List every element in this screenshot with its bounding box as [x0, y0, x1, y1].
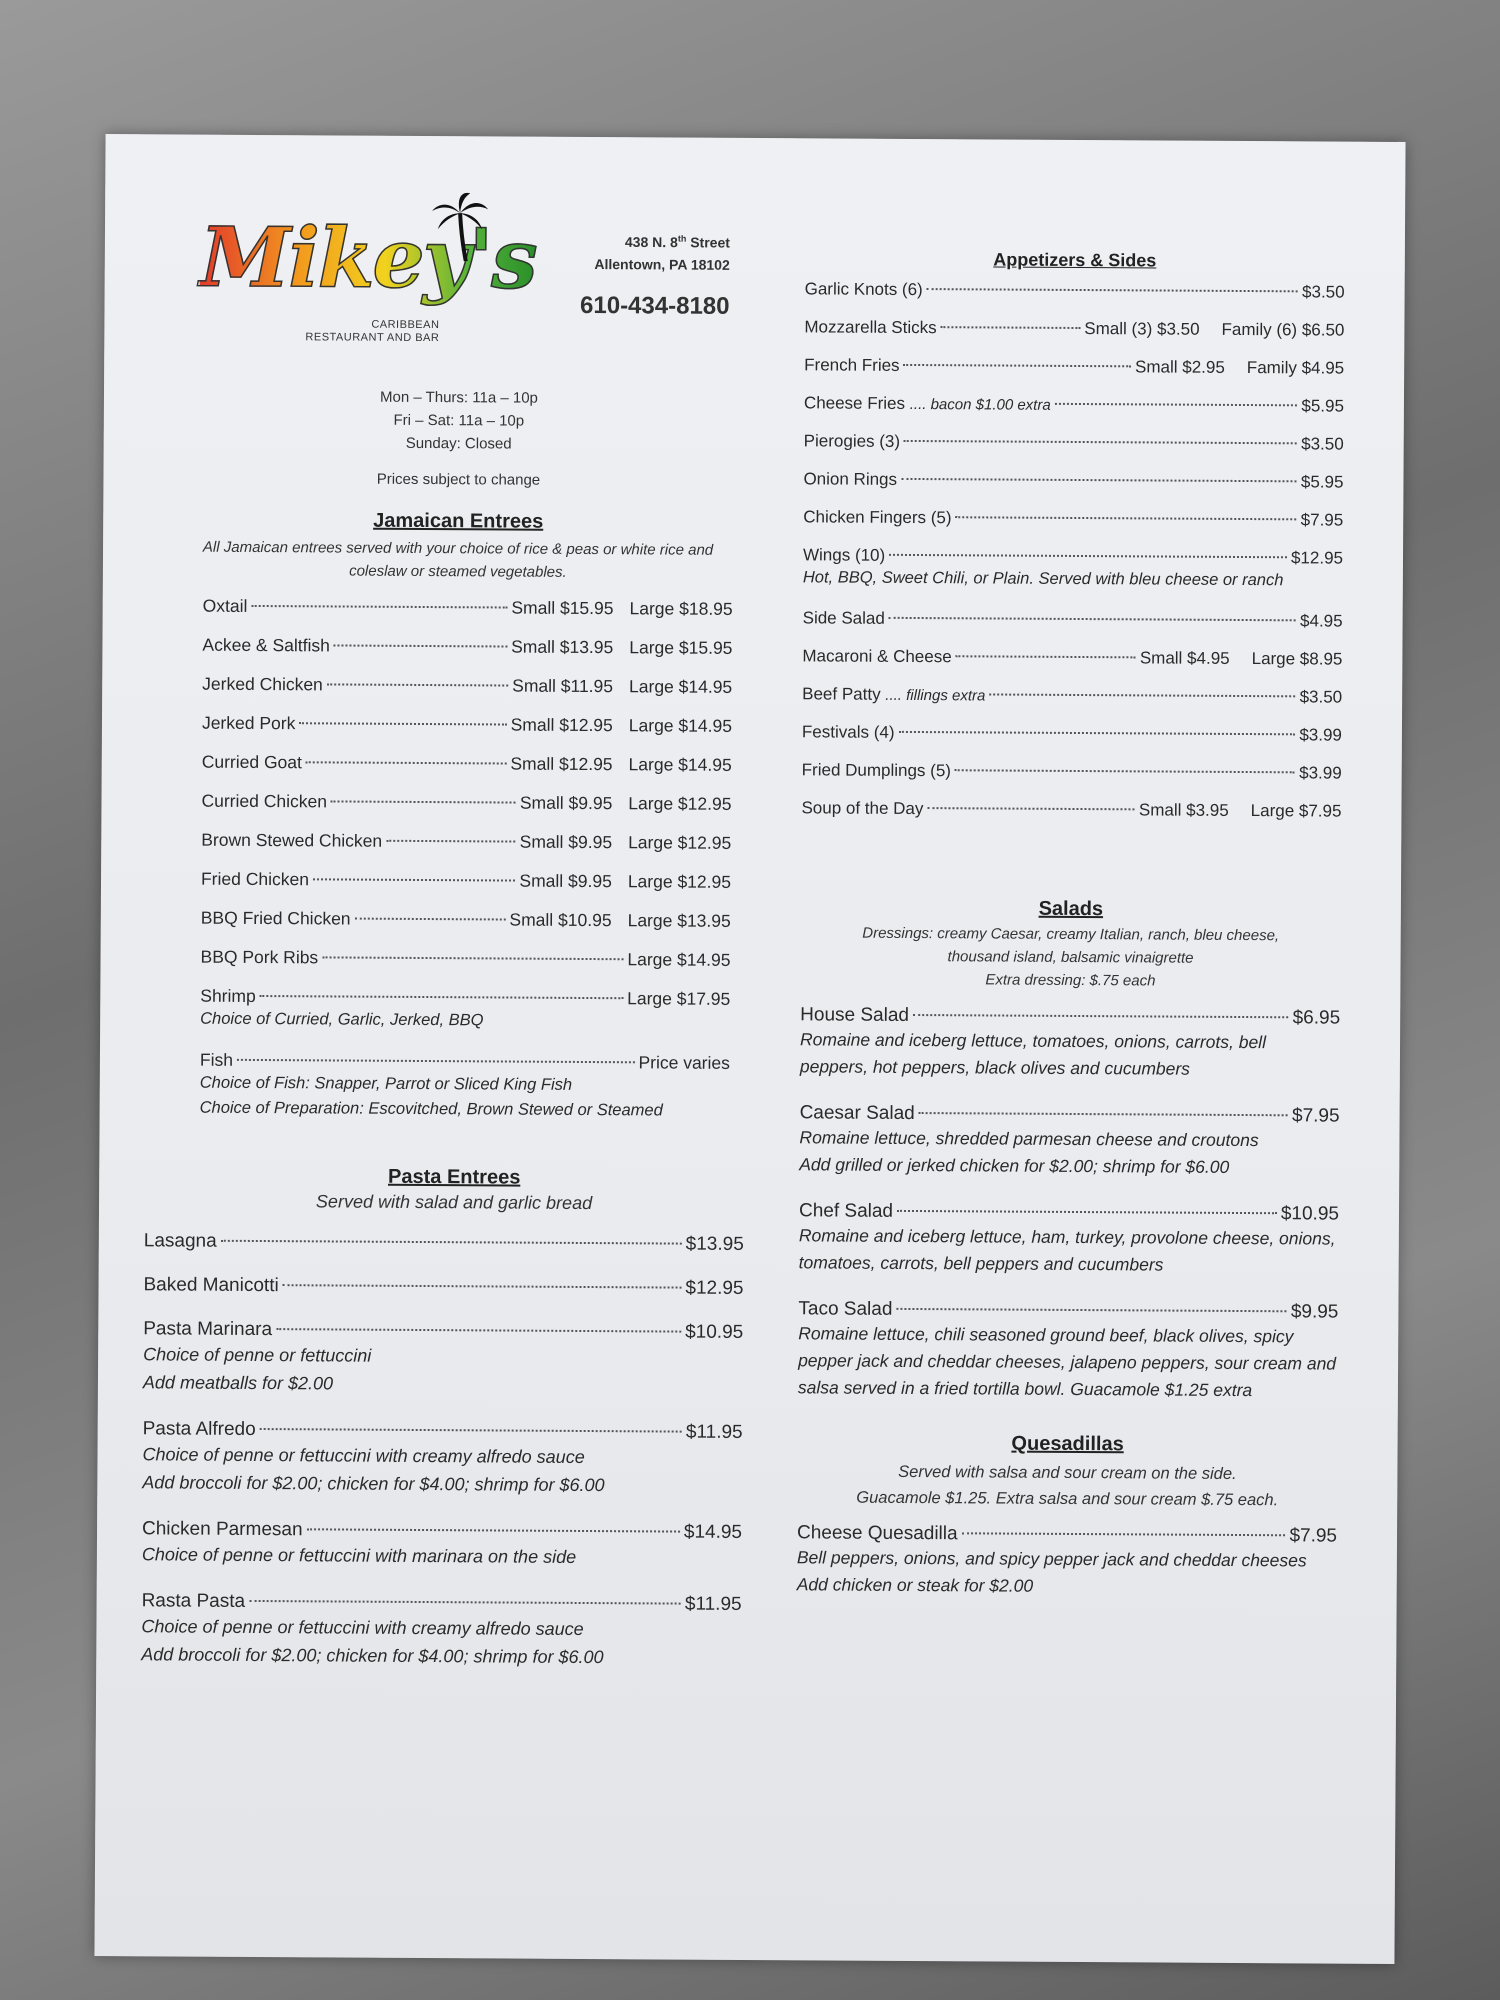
item-name-text: French Fries — [804, 355, 900, 375]
menu-item-row — [202, 752, 732, 776]
item-name-text: Garlic Knots (6) — [804, 279, 923, 300]
item-name-text: Wings (10) — [802, 545, 886, 565]
large-price: Large $18.95 — [629, 598, 733, 619]
dot-leader — [927, 288, 1298, 292]
item-name — [798, 1298, 892, 1321]
menu-item — [802, 722, 1342, 745]
small-price: Small $9.95 — [519, 792, 613, 814]
item-name — [201, 830, 382, 852]
item-description: Choice of penne or fettuccini with creamy alfredo sauce — [142, 1444, 585, 1467]
dot-leader — [889, 554, 1287, 558]
item-name-text: BBQ Pork Ribs — [200, 946, 319, 968]
section-title: Salads — [1038, 897, 1104, 921]
item-name-text: Baked Manicotti — [143, 1274, 279, 1297]
item-description: pepper jack and cheddar cheeses, jalapeno peppers, sour cream and — [798, 1350, 1337, 1374]
dot-leader — [355, 918, 506, 921]
section-note-line: Guacamole $1.25. Extra salsa and sour cream $.75 each. — [856, 1488, 1279, 1510]
item-name-text: Pierogies (3) — [803, 431, 901, 451]
item-description: Choice of penne or fettuccini — [143, 1344, 372, 1366]
section-note — [800, 921, 1340, 993]
menu-item — [202, 674, 732, 698]
large-price: Family (6) $6.50 — [1221, 319, 1345, 340]
item-name — [200, 1050, 233, 1071]
menu-item-row — [800, 1004, 1340, 1029]
jamaican-entrees-section — [145, 508, 769, 1124]
menu-item — [803, 507, 1343, 530]
dot-leader — [1055, 403, 1298, 406]
menu-item — [804, 355, 1344, 378]
dot-leader — [307, 1528, 680, 1532]
item-name — [202, 674, 323, 696]
item-name-text: Cheese Fries — [803, 393, 906, 413]
item-description: Add broccoli for $2.00; chicken for $4.00; shrimp for $6.00 — [142, 1472, 605, 1496]
dot-leader — [260, 995, 623, 999]
dot-leader — [919, 1112, 1288, 1116]
item-description: Choice of Fish: Snapper, Parrot or Sliced King Fish — [199, 1073, 573, 1094]
menu-item-row — [201, 869, 731, 893]
section-note-line: Served with salsa and sour cream on the side. — [898, 1462, 1237, 1483]
item-description: peppers, hot peppers, black olives and cucumbers — [799, 1056, 1191, 1079]
dot-leader — [962, 1532, 1286, 1536]
dot-leader — [897, 1210, 1277, 1214]
item-name — [202, 713, 296, 735]
small-price: Small $9.95 — [519, 870, 612, 892]
large-price: Large $8.95 — [1251, 649, 1343, 669]
hours-line: Fri – Sat: 11a – 10p — [393, 411, 525, 430]
menu-item-row — [201, 830, 731, 854]
palm-tree-icon — [430, 191, 490, 261]
menu-item — [804, 393, 1344, 416]
large-price: Large $14.95 — [628, 754, 732, 775]
item-description: Add chicken or steak for $2.00 — [796, 1574, 1034, 1596]
menu-item-row — [201, 908, 731, 932]
menu-item-row — [799, 1200, 1339, 1225]
menu-item — [201, 830, 731, 854]
item-description: Choice of penne or fettuccini with creamy alfredo sauce — [141, 1616, 584, 1639]
item-price: $11.95 — [685, 1421, 743, 1443]
pasta-entrees-section — [141, 1164, 764, 1672]
item-name — [201, 908, 351, 930]
small-price: Small $2.95 — [1135, 357, 1225, 377]
address — [540, 227, 730, 276]
dot-leader — [927, 807, 1135, 810]
item-name — [797, 1522, 958, 1545]
item-price: $12.95 — [685, 1277, 744, 1299]
item-description: Romaine lettuce, chili seasoned ground beef, black olives, spicy — [798, 1323, 1294, 1347]
appetizers-section — [801, 248, 1344, 821]
item-name-text: Fish — [199, 1049, 234, 1070]
menu-item-row — [202, 635, 732, 659]
item-price: $4.95 — [1300, 611, 1343, 631]
large-price: Family $4.95 — [1246, 358, 1345, 378]
item-price: $7.95 — [1300, 510, 1344, 530]
item-name-text: Macaroni & Cheese — [802, 646, 952, 667]
dot-leader — [322, 956, 623, 960]
menu-header — [149, 194, 770, 388]
menu-item — [200, 1050, 730, 1124]
item-name-text: Ackee & Saltfish — [202, 634, 330, 656]
logo-subtitle — [239, 318, 439, 345]
menu-item — [801, 798, 1341, 821]
address-line1: 438 N. 8th Street — [624, 233, 730, 251]
menu-item-row — [202, 713, 732, 737]
prices-note: Prices subject to change — [376, 470, 541, 489]
item-name — [804, 393, 1051, 415]
item-name-text: Oxtail — [202, 595, 248, 616]
item-price: $6.95 — [1292, 1007, 1341, 1029]
small-price: Small (3) $3.50 — [1084, 319, 1200, 339]
section-note-line: thousand island, balsamic vinaigrette — [947, 948, 1194, 967]
small-price: Small $9.95 — [519, 831, 613, 853]
item-name-text: Pasta Marinara — [143, 1318, 273, 1341]
small-price: Small $10.95 — [509, 909, 612, 931]
item-name — [803, 545, 885, 566]
menu-item — [200, 986, 730, 1035]
item-description: Romaine lettuce, shredded parmesan cheese and croutons — [799, 1127, 1259, 1151]
right-column — [797, 248, 1345, 1623]
section-note — [797, 1458, 1337, 1513]
dot-leader — [941, 326, 1081, 329]
item-price: $3.99 — [1299, 725, 1342, 745]
menu-item-row — [805, 279, 1345, 302]
menu-item — [800, 1004, 1340, 1083]
hours-line: Mon – Thurs: 11a – 10p — [379, 388, 538, 407]
item-name — [201, 791, 327, 813]
item-price: $13.95 — [685, 1233, 744, 1255]
menu-item-row — [804, 393, 1344, 416]
dot-leader — [306, 761, 507, 764]
section-title: Pasta Entrees — [387, 1165, 521, 1189]
menu-item — [201, 869, 731, 893]
item-name-text: House Salad — [800, 1004, 910, 1026]
item-price: $3.50 — [1301, 434, 1344, 454]
large-price: Large $7.95 — [1250, 801, 1342, 821]
menu-item-row — [804, 317, 1344, 340]
item-name-text: Fried Chicken — [200, 868, 310, 890]
menu-item — [804, 431, 1344, 454]
item-name-text: Chicken Parmesan — [141, 1518, 303, 1541]
dot-leader — [904, 364, 1131, 367]
item-name-text: Jerked Pork — [201, 712, 296, 734]
item-price: $3.99 — [1299, 763, 1342, 783]
item-name-text: Onion Rings — [803, 469, 898, 489]
item-name — [802, 684, 985, 705]
menu-item — [803, 545, 1343, 593]
item-extra-note: .... bacon $1.00 extra — [909, 395, 1051, 414]
menu-item-row — [802, 684, 1342, 707]
item-name — [800, 1004, 909, 1027]
item-price: Large $14.95 — [627, 949, 731, 970]
menu-item — [798, 1298, 1339, 1404]
item-name — [202, 752, 302, 774]
item-name — [200, 986, 256, 1007]
dot-leader — [334, 644, 507, 647]
item-price: $12.95 — [1290, 548, 1344, 568]
small-price: Small $15.95 — [511, 597, 614, 619]
section-title: Quesadillas — [1011, 1432, 1124, 1456]
item-extra-note: .... fillings extra — [885, 686, 986, 705]
menu-item — [144, 1230, 744, 1256]
menu-item — [803, 469, 1343, 492]
item-name-text: BBQ Fried Chicken — [200, 907, 351, 929]
menu-sheet — [94, 134, 1405, 1964]
menu-item — [202, 752, 732, 776]
item-description: salsa served in a fried tortilla bowl. Guacamole $1.25 extra — [797, 1377, 1253, 1401]
menu-item-row — [804, 431, 1344, 454]
item-price: $5.95 — [1300, 472, 1344, 492]
item-name-text: Cheese Quesadilla — [796, 1522, 958, 1545]
small-price: Small $3.95 — [1138, 800, 1229, 820]
item-price: Price varies — [638, 1052, 730, 1073]
large-price: Large $12.95 — [628, 832, 732, 853]
menu-item-row — [802, 722, 1342, 745]
item-description: Romaine and iceberg lettuce, ham, turkey, provolone cheese, onions, — [798, 1225, 1336, 1249]
menu-item — [202, 713, 732, 737]
large-price: Large $13.95 — [627, 910, 731, 931]
item-price: $5.95 — [1301, 396, 1344, 416]
item-price: $10.95 — [1280, 1203, 1340, 1225]
section-note-line: Extra dressing: $.75 each — [985, 971, 1156, 990]
item-name — [202, 635, 330, 657]
salads-section — [798, 896, 1341, 1404]
item-name — [805, 279, 923, 300]
item-name-text: Brown Stewed Chicken — [201, 829, 383, 851]
menu-item — [802, 646, 1342, 669]
item-price: $7.95 — [1289, 1525, 1338, 1547]
dot-leader — [249, 1600, 681, 1605]
menu-item — [142, 1518, 742, 1572]
address-line2: Allentown, PA 18102 — [594, 255, 730, 273]
item-price: $14.95 — [683, 1521, 743, 1543]
small-price: Small $13.95 — [511, 636, 614, 658]
section-note: All Jamaican entrees served with your choice of rice & peas or white rice and coleslaw or steamed vegetables. — [202, 538, 714, 581]
item-name — [144, 1230, 217, 1252]
item-name — [803, 469, 897, 490]
section-note-line: Dressings: creamy Caesar, creamy Italian, ranch, bleu cheese, — [862, 924, 1280, 945]
dot-leader — [276, 1328, 681, 1332]
dot-leader — [251, 605, 507, 609]
large-price: Large $15.95 — [629, 637, 733, 658]
item-name-text: Fried Dumplings (5) — [801, 760, 952, 781]
menu-item-row — [203, 596, 733, 620]
item-name-text: Lasagna — [143, 1230, 217, 1252]
menu-item — [805, 279, 1345, 302]
item-description: Choice of Curried, Garlic, Jerked, BBQ — [200, 1009, 484, 1030]
menu-item-row — [804, 355, 1344, 378]
dot-leader — [956, 516, 1297, 520]
menu-item — [803, 608, 1343, 631]
item-name — [802, 722, 895, 743]
left-column — [141, 194, 770, 1694]
item-price: $3.50 — [1302, 282, 1345, 302]
item-name — [803, 507, 951, 528]
item-name-text: Jerked Chicken — [202, 673, 323, 695]
item-description: Add grilled or jerked chicken for $2.00; shrimp for $6.00 — [799, 1154, 1230, 1177]
menu-item — [799, 1102, 1339, 1181]
menu-item-row — [144, 1230, 744, 1256]
dot-leader — [327, 683, 508, 686]
item-name — [801, 798, 923, 819]
menu-item — [203, 596, 733, 620]
dot-leader — [913, 1014, 1289, 1018]
menu-item-row — [800, 1102, 1340, 1127]
item-name — [803, 608, 885, 629]
dot-leader — [989, 693, 1295, 697]
item-name-text: Festivals (4) — [801, 722, 895, 742]
menu-item — [201, 791, 731, 815]
dot-leader — [956, 655, 1136, 658]
menu-item — [202, 635, 732, 659]
menu-item-row — [802, 760, 1342, 783]
menu-item-row — [801, 798, 1341, 821]
item-price: $9.95 — [1290, 1301, 1339, 1323]
item-description: Choice of penne or fettuccini with marinara on the side — [141, 1544, 577, 1567]
section-note: Served with salad and garlic bread — [315, 1191, 593, 1214]
quesadillas-section — [797, 1431, 1338, 1601]
logo-subtitle-line2: RESTAURANT AND BAR — [305, 331, 440, 345]
dot-leader — [283, 1284, 682, 1288]
dot-leader — [955, 769, 1295, 773]
item-name — [143, 1418, 256, 1441]
dot-leader — [221, 1240, 682, 1245]
item-name — [800, 1102, 915, 1125]
small-price: Small $12.95 — [510, 753, 613, 775]
menu-item-row — [143, 1274, 743, 1300]
item-name — [804, 355, 900, 376]
item-name-text: Beef Patty — [802, 684, 881, 704]
item-description: Add broccoli for $2.00; chicken for $4.00; shrimp for $6.00 — [141, 1644, 604, 1668]
dot-leader — [313, 878, 515, 881]
item-name — [802, 760, 951, 781]
menu-item — [201, 908, 731, 932]
item-name — [804, 317, 936, 338]
item-price: $3.50 — [1299, 687, 1343, 707]
item-name — [142, 1590, 246, 1613]
item-name — [799, 1200, 893, 1223]
section-title: Jamaican Entrees — [373, 509, 544, 533]
menu-item-row — [803, 469, 1343, 492]
business-hours — [249, 385, 669, 457]
item-name — [200, 947, 318, 969]
item-name-text: Caesar Salad — [799, 1102, 915, 1125]
menu-item — [143, 1274, 743, 1300]
dot-leader — [899, 731, 1296, 735]
item-name-text: Side Salad — [802, 608, 885, 628]
item-name — [143, 1318, 272, 1341]
item-name — [802, 646, 951, 667]
item-description: Romaine and iceberg lettuce, tomatoes, onions, carrots, bell — [799, 1029, 1267, 1053]
item-description: Add meatballs for $2.00 — [142, 1372, 334, 1394]
menu-item-row — [803, 507, 1343, 530]
item-price: Large $17.95 — [627, 988, 731, 1009]
menu-item — [802, 684, 1342, 707]
dot-leader — [260, 1428, 682, 1433]
item-name-text: Soup of the Day — [801, 798, 924, 819]
large-price: Large $12.95 — [627, 871, 732, 892]
menu-item-row — [803, 608, 1343, 631]
item-description: Hot, BBQ, Sweet Chili, or Plain. Served with bleu cheese or ranch — [802, 568, 1284, 590]
restaurant-logo — [199, 200, 536, 345]
small-price: Small $12.95 — [510, 714, 613, 736]
item-name-text: Curried Goat — [201, 751, 302, 773]
large-price: Large $14.95 — [628, 676, 733, 697]
small-price: Small $11.95 — [512, 675, 614, 697]
item-description: Choice of Preparation: Escovitched, Brown Stewed or Steamed — [199, 1098, 663, 1120]
menu-item-row — [201, 791, 731, 815]
item-description: Bell peppers, onions, and spicy pepper jack and cheddar cheeses — [796, 1547, 1307, 1571]
dot-leader — [237, 1059, 635, 1063]
large-price: Large $14.95 — [628, 715, 733, 736]
small-price: Small $4.95 — [1139, 648, 1230, 668]
menu-item-row — [802, 646, 1342, 669]
item-name-text: Curried Chicken — [201, 790, 328, 812]
large-price: Large $12.95 — [628, 793, 732, 814]
item-price: $11.95 — [684, 1593, 742, 1615]
logo-subtitle-line1: CARIBBEAN — [371, 318, 440, 332]
menu-item — [141, 1590, 741, 1672]
item-name — [142, 1518, 303, 1541]
item-name-text: Taco Salad — [798, 1298, 893, 1320]
dot-leader — [896, 1308, 1286, 1312]
item-name-text: Chef Salad — [798, 1200, 894, 1222]
dot-leader — [299, 722, 506, 725]
item-name-text: Chicken Fingers (5) — [803, 507, 952, 528]
phone-number: 610-434-8180 — [579, 291, 730, 320]
menu-item — [797, 1522, 1337, 1601]
menu-item — [799, 1200, 1339, 1279]
section-title: Appetizers & Sides — [993, 249, 1157, 271]
hours-line: Sunday: Closed — [405, 434, 512, 453]
menu-item — [200, 947, 730, 971]
item-name — [143, 1274, 278, 1297]
menu-item — [804, 317, 1344, 340]
dot-leader — [901, 478, 1297, 482]
item-name-text: Shrimp — [200, 985, 256, 1006]
item-name-text: Pasta Alfredo — [142, 1418, 256, 1440]
logo-wordmark: Mikey's — [199, 209, 536, 308]
item-price: $7.95 — [1291, 1105, 1340, 1127]
item-price: $10.95 — [685, 1321, 744, 1343]
dot-leader — [904, 440, 1297, 444]
menu-item-row — [200, 947, 730, 971]
dot-leader — [889, 617, 1296, 621]
dot-leader — [331, 800, 516, 803]
item-name — [203, 596, 248, 617]
menu-item-row — [202, 674, 732, 698]
menu-item — [143, 1318, 743, 1400]
item-name — [804, 431, 900, 452]
menu-item — [142, 1418, 742, 1500]
menu-item — [802, 760, 1342, 783]
item-description: tomatoes, carrots, bell peppers and cucumbers — [798, 1252, 1164, 1275]
dot-leader — [386, 840, 516, 843]
item-name-text: Rasta Pasta — [141, 1590, 246, 1612]
item-name-text: Mozzarella Sticks — [804, 317, 937, 338]
item-name — [201, 869, 309, 891]
